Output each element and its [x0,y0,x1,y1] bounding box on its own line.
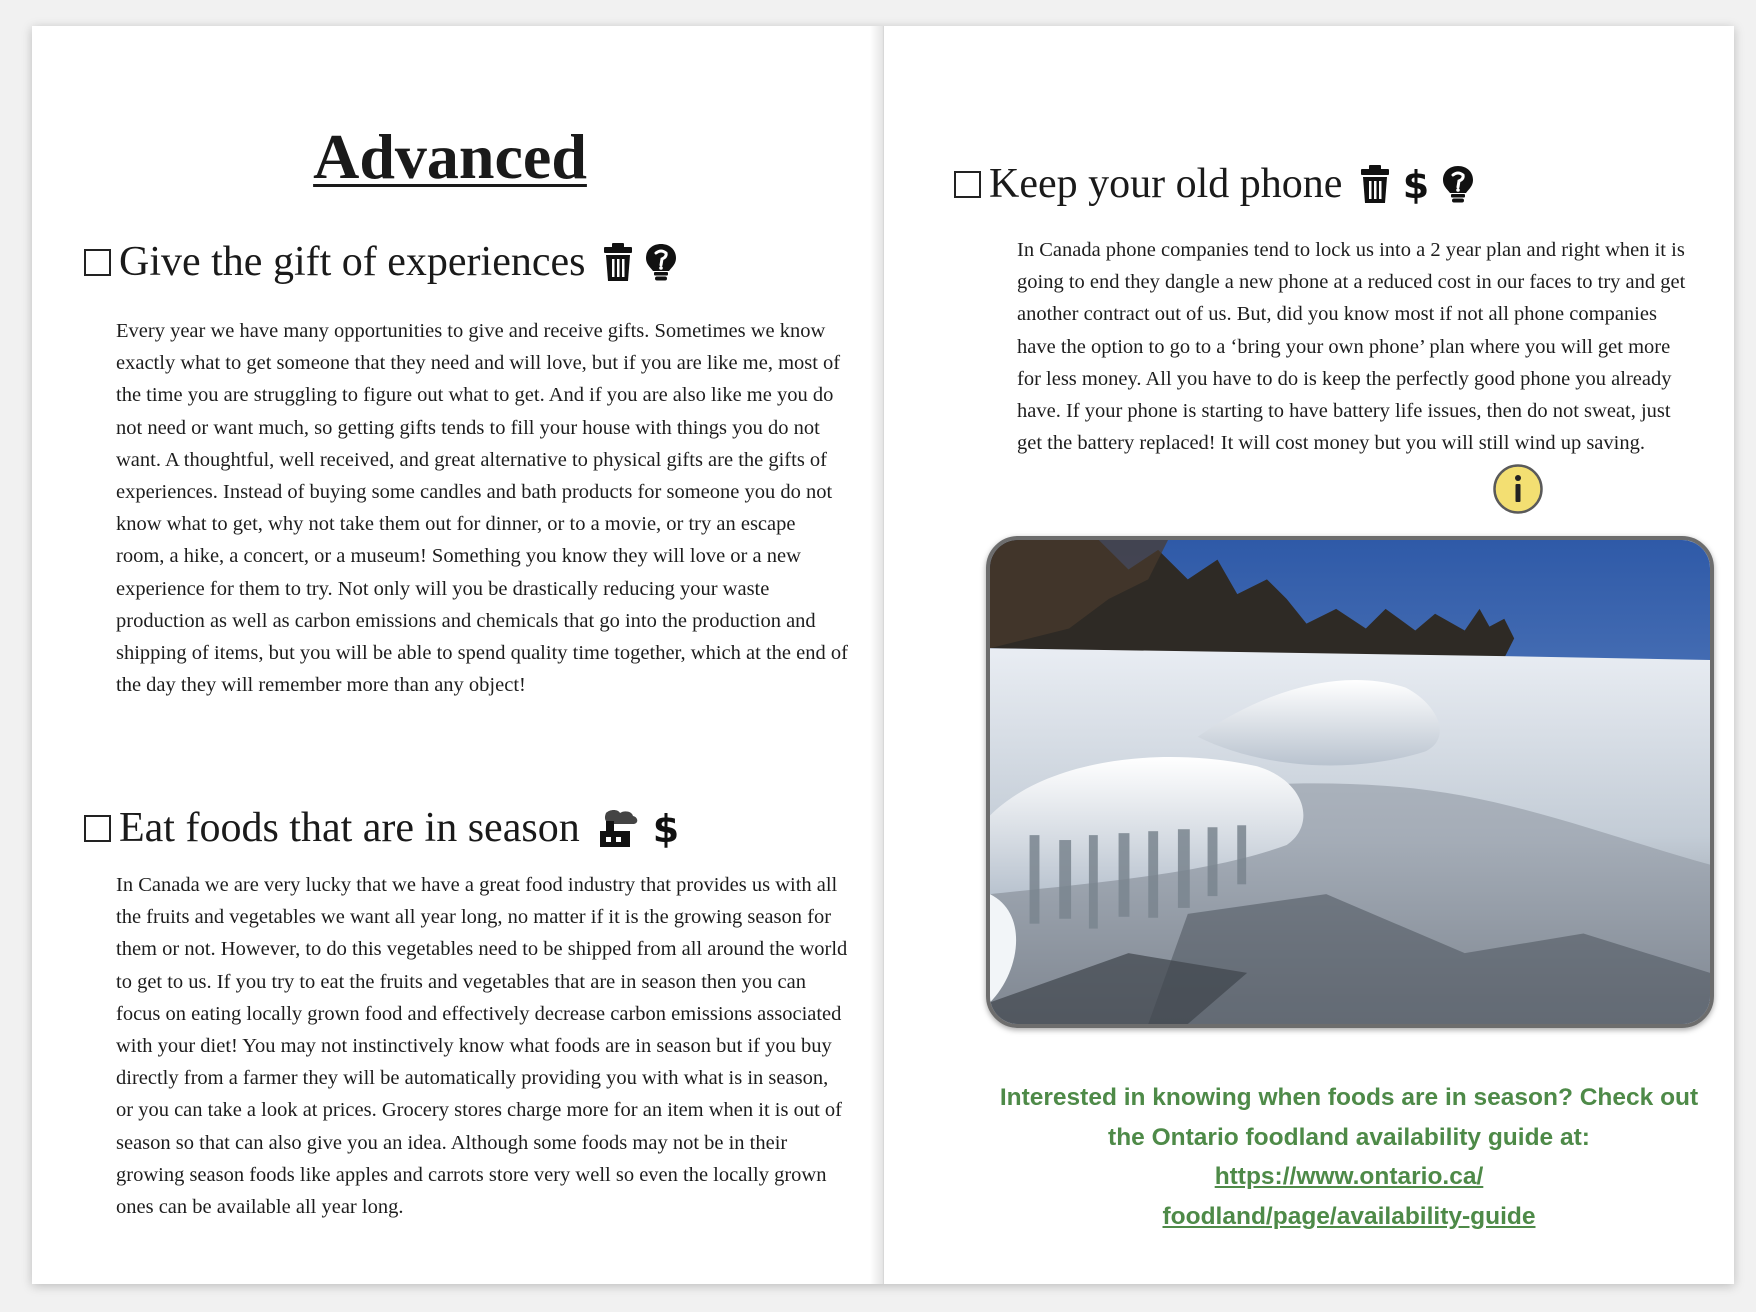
old-phone-icons [1360,164,1474,204]
factory-smoke-icon [598,809,640,847]
left-page [32,26,882,1284]
info-icon[interactable] [1492,463,1544,515]
lightbulb-icon [645,243,677,281]
seasonal-foods-heading [84,804,680,852]
trash-icon [1360,165,1390,203]
foodland-guide-text: Interested in knowing when foods are in season? Check out the Ontario foodland availability guide at: [999,1084,1699,1151]
svg-text:$: $ [652,808,679,848]
page-title: Advanced [313,121,587,192]
dollar-icon [652,808,680,848]
seasonal-foods-icons [598,808,680,848]
seasonal-foods-checkbox[interactable] [84,815,111,842]
book-spread [32,26,1734,1284]
gift-experiences-heading [84,238,677,286]
trash-icon [603,243,633,281]
foodland-guide-link-part1[interactable]: https://www.ontario.ca/ [1214,1163,1484,1190]
gift-experiences-body: Every year we have many opportunities to give and receive gifts. Sometimes we know exactly what to get someone that they need and will love, but if you are like me, most of the time you are struggling to figure out what to get. And if you are also like me you do not need or want much, so getting gifts tends to fill your house with things you do not want. A thoughtful, well received, and great alternative to physical gifts are the gifts of experiences. Instead of buying some candles and bath products for someone you do not know what to get, why not take them out for dinner, or to a movie, or try an escape room, a hike, a concert, or a museum! Something you know they will love or a new experience for them to try. Not only will you be drastically reducing your waste production as well as carbon emissions and chemicals that go into the production and shipping of items, but you will be able to spend quality time together, which at the end of the day they will remember more than any object! [116,320,848,697]
dollar-icon [1402,164,1430,204]
old-phone-checkbox[interactable] [954,171,981,198]
foodland-guide-note [984,1078,1714,1236]
seasonal-foods-body: In Canada we are very lucky that we have a great food industry that provides us with all the fruits and vegetables we want all year long, no matter if it is the growing season for them or not. However, to do this vegetables need to be shipped from all around the world to get to us. If you try to eat the fruits and vegetables that are in season then you can focus on eating locally grown food and effectively decrease carbon emissions associated with your diet! You may not instinctively know what foods are in season but if you buy directly from a farmer they will be automatically providing you with what is in season, or you can take a look at prices. Grocery stores charge more for an item when it is out of season so that can also give you an idea. Although some foods may not be in their growing season foods like apples and carrots store very well so even the locally grown ones can be available all year long. [116,874,848,1219]
seasonal-foods-heading-text: Eat foods that are in season [119,805,580,851]
old-phone-heading-text: Keep your old phone [989,161,1343,207]
old-phone-heading [954,160,1474,208]
gift-experiences-heading-text: Give the gift of experiences [119,239,586,285]
gift-experiences-icons [603,243,677,281]
frozen-shoreline-photo [986,536,1714,1028]
lightbulb-icon [1442,165,1474,203]
svg-text:$: $ [1403,164,1430,204]
gift-experiences-checkbox[interactable] [84,249,111,276]
foodland-guide-link-part2[interactable]: foodland/page/availability-guide [1162,1202,1536,1230]
right-page [884,26,1734,1284]
old-phone-body: In Canada phone companies tend to lock us into a 2 year plan and right when it is going to end they dangle a new phone at a reduced cost in our faces to try and get another contract out of us. But, did you know most if not all phone companies have the option to go to a ‘bring your own phone’ plan where you will get more for less money. All you have to do is keep the perfectly good phone you already have. If your phone is starting to have battery life issues, then do not sweat, just get the battery replaced! It will cost money but you will still wind up saving. [1017,239,1686,455]
